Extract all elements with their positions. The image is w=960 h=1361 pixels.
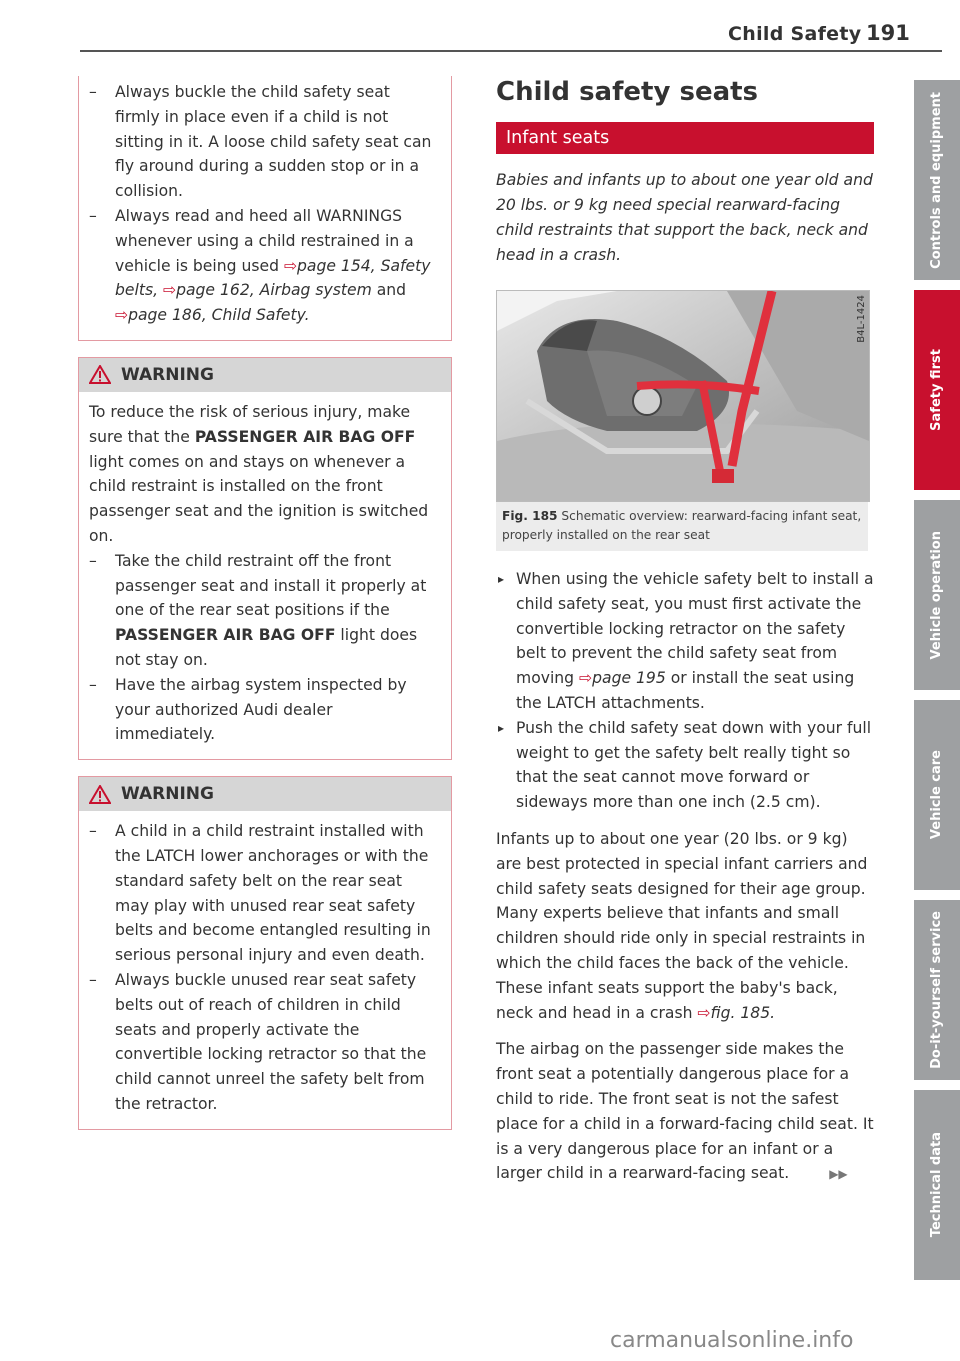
body-paragraph: The airbag on the passenger side makes the front seat a potentially dangerous place for a child to ride. The front seat is not the safest place for a child in a forward-facing child seat. It is a very dangerous place for an infant or a larger child in a rearward-facing seat. ▶▶ (496, 1037, 874, 1187)
list-item: – Take the child restraint off the front passenger seat and install it properly at one of the rear seat positions if the PASSENGER AIR BAG OFF light does not stay on. (89, 551, 427, 669)
figure-code: B4L-1424 (856, 295, 867, 343)
header-rule (80, 50, 942, 52)
warning-body (78, 811, 452, 1130)
cross-reference-link[interactable]: page 186, Child Safety. (128, 306, 310, 325)
left-column (78, 76, 452, 1130)
cross-reference-link[interactable]: page 162, Airbag system (176, 281, 372, 300)
body-paragraph: Infants up to about one year (20 lbs. or 9 kg) are best protected in special infant carriers and child safety seats designed for their age group. Many experts believe that infants and small children should ride only in special restraints in which the child faces the back of the vehicle. These infant seats support the baby's back, neck and head in a crash ⇨fig. 185. (496, 829, 868, 1022)
cross-reference-link[interactable]: page 154, Safety belts, (115, 256, 431, 300)
bullet-icon: ▸ (498, 572, 505, 586)
cross-reference-link[interactable]: fig. 185. (710, 1003, 776, 1022)
warning-body (78, 392, 452, 760)
list-item: – Always buckle unused rear seat safety belts out of reach of children in child seats and properly activate the convertible locking retractor so that the child cannot unreel the safety belt from the retractor. (89, 970, 427, 1113)
section-title: Child safety seats (496, 77, 759, 107)
arrow-right-icon: ⇨ (697, 1003, 711, 1022)
warning-header (78, 776, 452, 811)
warning-triangle-icon (89, 365, 111, 384)
instructions (496, 567, 874, 815)
chapter-title: Child Safety (728, 23, 862, 45)
warning-label: WARNING (121, 364, 214, 385)
warning-paragraph: To reduce the risk of serious injury, make sure that the PASSENGER AIR BAG OFF light comes on and stays on whenever a child restraint is installed on the front passenger seat and the ignition is switched on. (89, 402, 429, 545)
figure-caption: Fig. 185 Schematic overview: rearward-facing infant seat, properly installed on the rear seat (496, 502, 868, 551)
arrow-right-icon: ⇨ (283, 256, 298, 275)
subsection-title: Infant seats (496, 122, 874, 154)
tab-technical-data[interactable]: Technical data (914, 1090, 960, 1280)
figure-infant-seat (496, 290, 870, 502)
continued-warning-box (78, 76, 452, 341)
tab-safety-first[interactable]: Safety first (914, 290, 960, 490)
bullet-icon: ▸ (498, 720, 505, 735)
right-column (496, 76, 874, 1187)
list-item: – A child in a child restraint installed with the LATCH lower anchorages or with the standard safety belt on the rear seat may play with unused rear seat safety belts and become entangled resulting in serious personal injury and even death. (89, 822, 431, 965)
list-item: – Have the airbag system inspected by your authorized Audi dealer immediately. (89, 675, 407, 744)
tab-controls-and-equipment[interactable]: Controls and equipment (914, 80, 960, 280)
infant-seat-illustration (497, 291, 869, 501)
tab-vehicle-care[interactable]: Vehicle care (914, 700, 960, 890)
arrow-right-icon: ⇨ (579, 669, 593, 688)
list-item: ▸ When using the vehicle safety belt to install a child safety seat, you must first activate the convertible locking retractor on the safety belt to prevent the child safety seat from moving ⇨page 195 or install the seat using the LATCH attachments. (496, 567, 874, 716)
tab-vehicle-operation[interactable]: Vehicle operation (914, 500, 960, 690)
warning-header (78, 357, 452, 392)
continue-icon: ▶▶ (829, 1167, 848, 1182)
list-item: ▸ Push the child safety seat down with your full weight to get the safety belt really tight so that the seat cannot move forward or sideways more than one inch (2.5 cm). (496, 716, 874, 815)
watermark-footer: carmanualsonline.info (610, 1328, 854, 1353)
arrow-right-icon: ⇨ (163, 281, 177, 300)
warning-triangle-icon (89, 785, 111, 804)
intro-text: Babies and infants up to about one year old and 20 lbs. or 9 kg need special rearward-facing child restraints that support the back, neck and head in a crash. (496, 171, 873, 264)
list-item: – Always read and heed all WARNINGS whenever using a child restrained in a vehicle is being used ⇨page 154, Safety belts, ⇨page 162, Airbag system and ⇨page 186, Child Safety. (89, 206, 431, 325)
arrow-right-icon: ⇨ (115, 306, 129, 325)
page-number: 191 (866, 21, 910, 45)
warning-label: WARNING (121, 784, 214, 805)
tab-do-it-yourself-service[interactable]: Do-it-yourself service (914, 900, 960, 1080)
list-item: – Always buckle the child safety seat firmly in place even if a child is not sitting in it. A loose child safety seat can fly around during a sudden stop or in a collision. (89, 83, 432, 201)
cross-reference-link[interactable]: page 195 (592, 669, 666, 688)
